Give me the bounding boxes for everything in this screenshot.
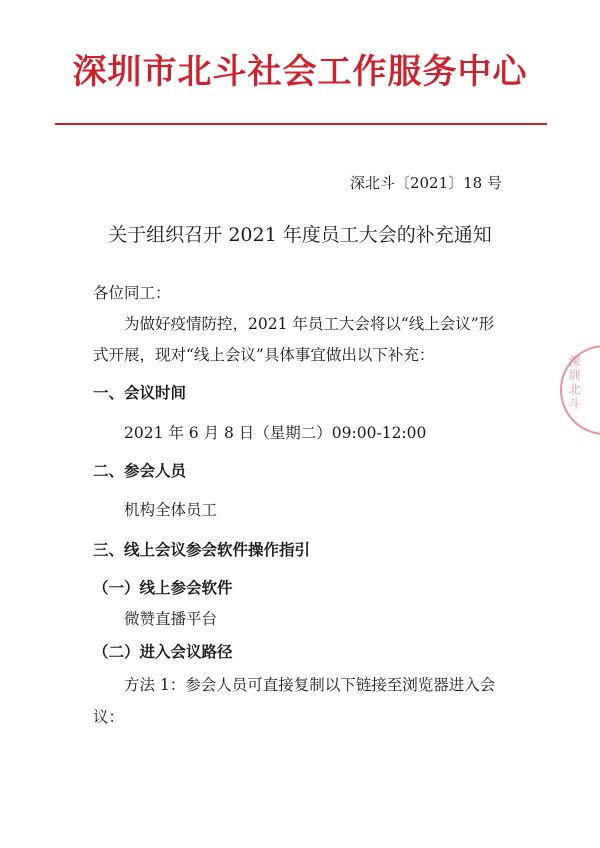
salutation: 各位同工： xyxy=(93,284,171,302)
entry-method-line-1: 方法 1：参会人员可直接复制以下链接至浏览器进入会 xyxy=(124,676,496,694)
section-heading-attendees: 二、参会人员 xyxy=(93,462,187,480)
document-title: 关于组织召开 2021 年度员工大会的补充通知 xyxy=(108,224,492,246)
intro-line-2: 式开展，现对“线上会议”具体事宜做出以下补充： xyxy=(93,346,435,364)
org-letterhead-title: 深圳市北斗社会工作服务中心 xyxy=(72,52,528,92)
entry-method-line-2: 议： xyxy=(93,708,125,726)
document-number: 深北斗〔2021〕18 号 xyxy=(349,174,502,192)
attendees-text: 机构全体员工 xyxy=(124,501,218,519)
letterhead-red-rule xyxy=(55,123,547,125)
section-heading-meeting-time: 一、会议时间 xyxy=(93,384,187,402)
software-name-text: 微赞直播平台 xyxy=(124,610,218,628)
meeting-time-text: 2021 年 6 月 8 日（星期二）09:00-12:00 xyxy=(124,424,427,442)
intro-line-1: 为做好疫情防控，2021 年员工大会将以“线上会议”形 xyxy=(124,315,495,333)
subsection-heading-entry-path: （二）进入会议路径 xyxy=(93,643,233,661)
section-heading-software-guide: 三、线上会议参会软件操作指引 xyxy=(93,541,311,559)
official-seal-text: 深圳北斗 xyxy=(567,355,581,411)
subsection-heading-software: （一）线上参会软件 xyxy=(93,579,233,597)
